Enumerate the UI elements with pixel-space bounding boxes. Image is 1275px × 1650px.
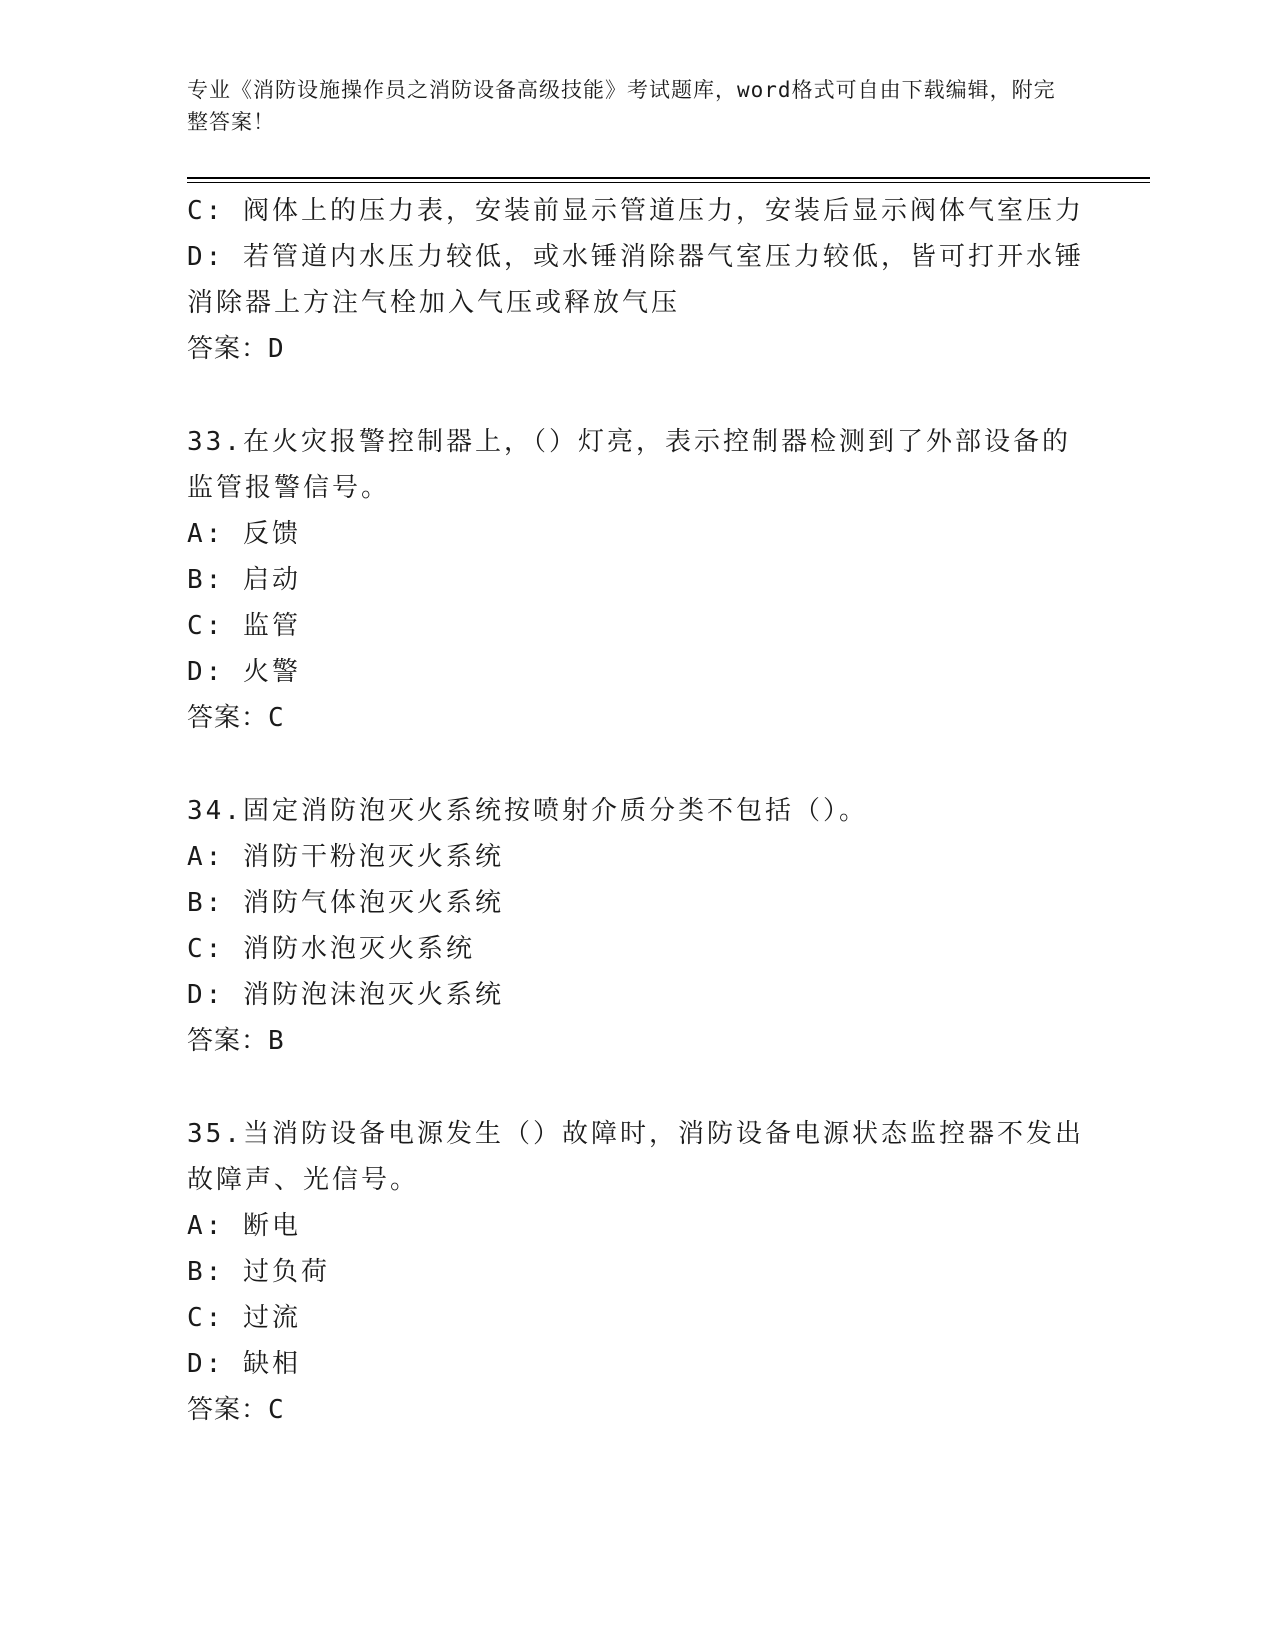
answer-value: B: [268, 1026, 285, 1056]
option-d: D: 缺相: [187, 1349, 301, 1379]
question-block-33: [187, 419, 1087, 741]
question-block-34: [187, 788, 1087, 1064]
answer-line: [187, 326, 1087, 372]
question-stem: 35.当消防设备电源发生（）故障时，消防设备电源状态监控器不发出: [187, 1119, 1084, 1149]
answer-line: [187, 695, 1087, 741]
answer-value: D: [268, 334, 285, 364]
option-d: D: 火警: [187, 657, 301, 687]
option-b: B: 启动: [187, 565, 301, 595]
question-block-32-continued: [187, 188, 1087, 372]
option-c: C: 过流: [187, 1303, 301, 1333]
option-d: D: 消防泡沫泡灭火系统: [187, 980, 504, 1010]
option-line: D: 若管道内水压力较低，或水锤消除器气室压力较低，皆可打开水锤: [187, 242, 1084, 272]
option-a: A: 断电: [187, 1211, 301, 1241]
header-divider-thin: [187, 182, 1150, 183]
question-list: [187, 188, 1087, 1433]
answer-value: C: [268, 703, 285, 733]
answer-line: [187, 1387, 1087, 1433]
answer-value: C: [268, 1395, 285, 1425]
question-stem: 34.固定消防泡灭火系统按喷射介质分类不包括（）。: [187, 796, 868, 826]
answer-label: 答案：: [187, 1026, 269, 1056]
option-b: B: 过负荷: [187, 1257, 330, 1287]
document-header: 专业《消防设施操作员之消防设备高级技能》考试题库，word格式可自由下载编辑，附完整答案！: [187, 78, 1056, 134]
option-c: C: 消防水泡灭火系统: [187, 934, 475, 964]
option-a: A: 消防干粉泡灭火系统: [187, 842, 504, 872]
question-block-35: [187, 1111, 1087, 1433]
answer-label: 答案：: [187, 1395, 269, 1425]
question-stem: 故障声、光信号。: [187, 1165, 420, 1195]
answer-label: 答案：: [187, 703, 269, 733]
option-c: C: 监管: [187, 611, 301, 641]
answer-line: [187, 1018, 1087, 1064]
option-b: B: 消防气体泡灭火系统: [187, 888, 504, 918]
question-stem: 监管报警信号。: [187, 473, 391, 503]
question-stem: 33.在火灾报警控制器上，（）灯亮，表示控制器检测到了外部设备的: [187, 427, 1071, 457]
header-divider-thick: [187, 177, 1150, 179]
option-line: C: 阀体上的压力表，安装前显示管道压力，安装后显示阀体气室压力: [187, 196, 1084, 226]
answer-label: 答案：: [187, 334, 269, 364]
option-line: 消除器上方注气栓加入气压或释放气压: [187, 288, 681, 318]
option-a: A: 反馈: [187, 519, 301, 549]
